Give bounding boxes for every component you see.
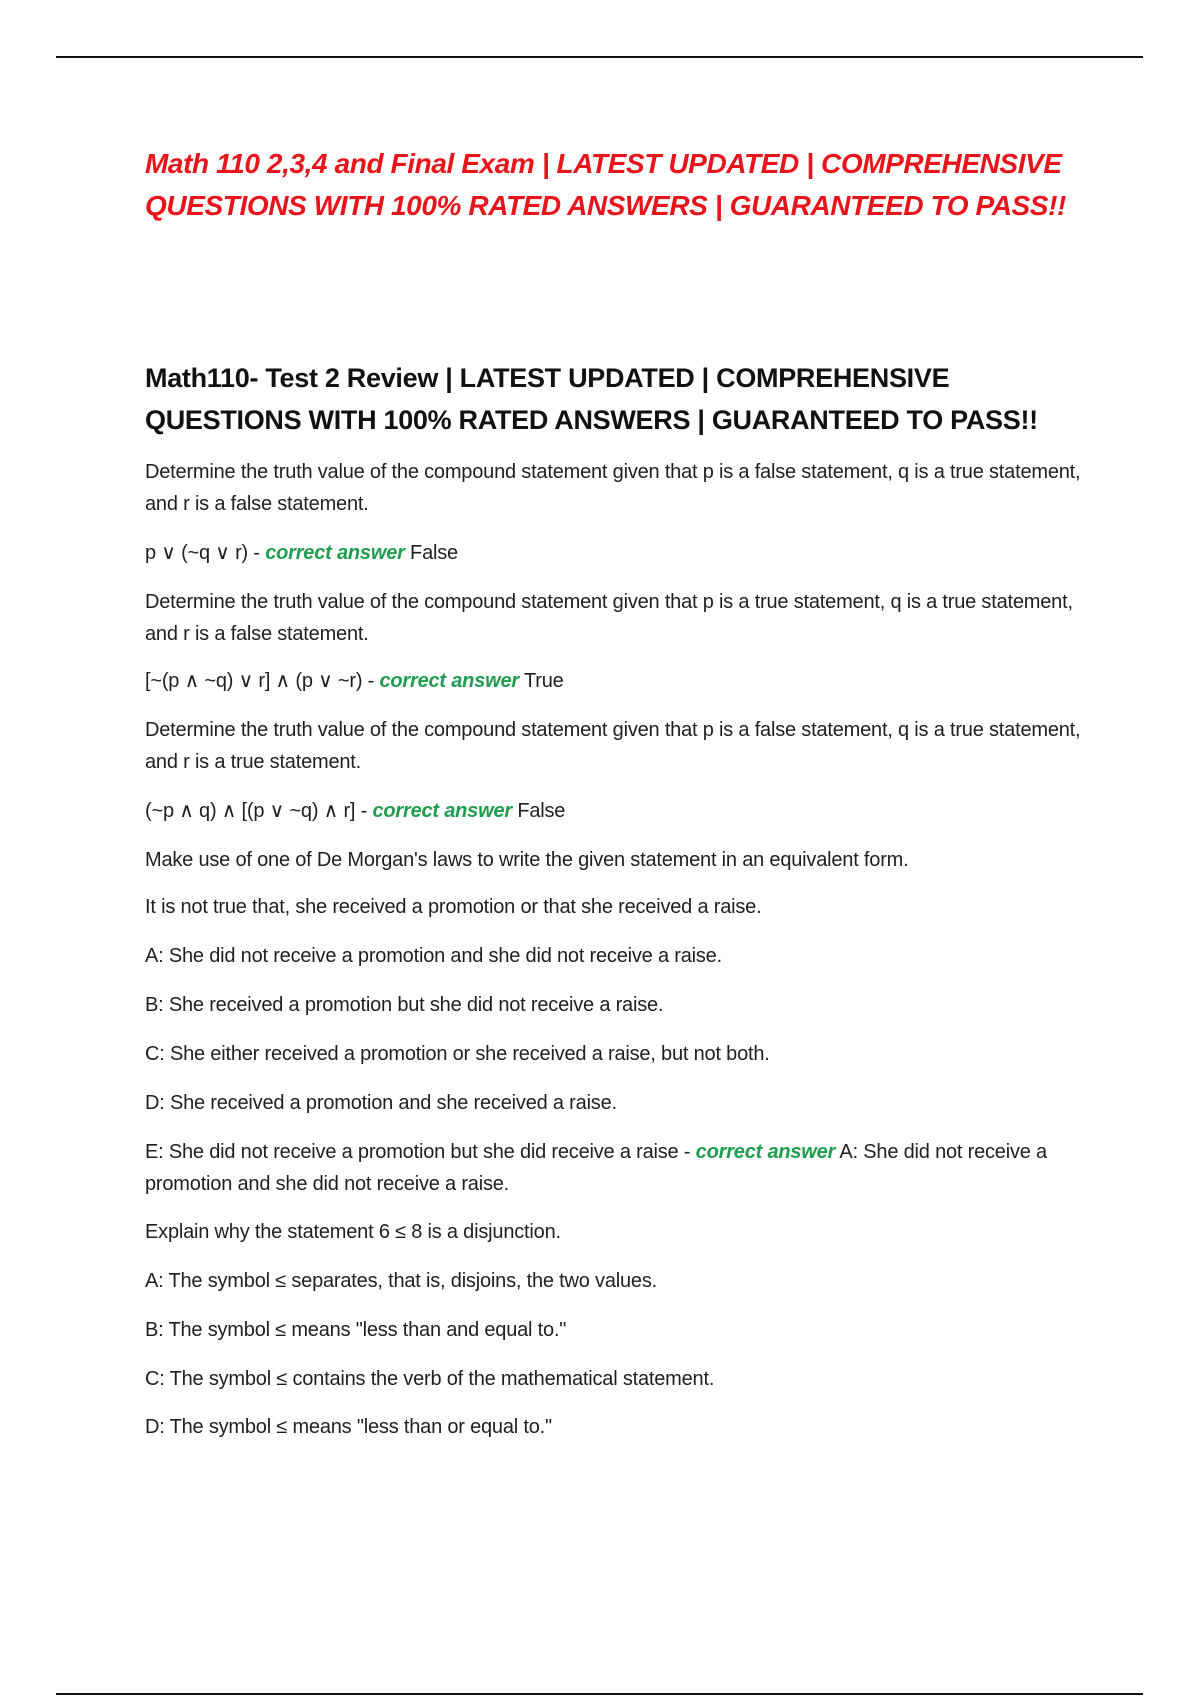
question-3-prompt: Determine the truth value of the compound statement given that p is a false statement, q is a true statement, and r is a true statement.	[145, 719, 1081, 773]
question-5-option-a: A: The symbol ≤ separates, that is, disjoins, the two values.	[145, 1270, 657, 1292]
correct-answer-label: correct answer	[695, 1141, 836, 1163]
question-4-statement: It is not true that, she received a promotion or that she received a raise.	[145, 896, 762, 918]
question-5-option-d: D: The symbol ≤ means "less than or equal to."	[145, 1416, 552, 1438]
bottom-rule	[56, 1693, 1143, 1695]
question-5-option-c: C: The symbol ≤ contains the verb of the mathematical statement.	[145, 1368, 715, 1390]
question-2-answer: True	[518, 670, 564, 692]
question-4-option-d: D: She received a promotion and she received a raise.	[145, 1092, 617, 1114]
question-3-answer: False	[511, 800, 566, 822]
dash-separator: -	[678, 1141, 696, 1163]
question-4-option-e-answer	[145, 1136, 1095, 1200]
correct-answer-label: correct answer	[379, 670, 519, 692]
document-title	[145, 143, 1095, 227]
question-1-expression: p ∨ (~q ∨ r)	[145, 542, 249, 564]
question-4-option-c: C: She either received a promotion or she received a raise, but not both.	[145, 1043, 770, 1065]
question-5-option-b: B: The symbol ≤ means "less than and equal to."	[145, 1319, 567, 1341]
question-1-answer-line	[145, 537, 1095, 569]
dash-separator: -	[355, 800, 373, 822]
question-2-prompt: Determine the truth value of the compound statement given that p is a true statement, q is a true statement, and r is a false statement.	[145, 591, 1073, 645]
section-title-line-1: Math110- Test 2 Review | LATEST UPDATED | COMPREHENSIVE	[145, 363, 950, 393]
correct-answer-label: correct answer	[372, 800, 512, 822]
question-4-option-b: B: She received a promotion but she did not receive a raise.	[145, 994, 664, 1016]
section-title-line-2: QUESTIONS WITH 100% RATED ANSWERS | GUARANTEED TO PASS!!	[145, 405, 1038, 435]
document-body	[145, 143, 1095, 1443]
question-4-answer: A: She did not receive a promotion and she did not receive a raise.	[145, 1141, 1047, 1195]
question-1-answer: False	[404, 542, 458, 564]
section-title	[145, 357, 1095, 441]
question-4-prompt: Make use of one of De Morgan's laws to write the given statement in an equivalent form.	[145, 849, 909, 871]
dash-separator: -	[248, 542, 266, 564]
question-5-prompt: Explain why the statement 6 ≤ 8 is a disjunction.	[145, 1221, 561, 1243]
document-title-line-2: QUESTIONS WITH 100% RATED ANSWERS | GUARANTEED TO PASS!!	[145, 190, 1066, 221]
question-2-expression: [~(p ∧ ~q) ∨ r] ∧ (p ∨ ~r)	[145, 670, 363, 692]
question-4-option-e: E: She did not receive a promotion but she did receive a raise	[145, 1141, 679, 1163]
question-3-answer-line	[145, 795, 1095, 827]
document-title-line-1: Math 110 2,3,4 and Final Exam | LATEST UPDATED | COMPREHENSIVE	[145, 148, 1062, 179]
question-4-option-a: A: She did not receive a promotion and she did not receive a raise.	[145, 945, 722, 967]
correct-answer-label: correct answer	[265, 542, 405, 564]
top-rule	[56, 56, 1143, 58]
question-2-answer-line	[145, 665, 1095, 697]
question-3-expression: (~p ∧ q) ∧ [(p ∨ ~q) ∧ r]	[145, 800, 356, 822]
question-1-prompt: Determine the truth value of the compound statement given that p is a false statement, q is a true statement, and r is a false statement.	[145, 461, 1081, 515]
dash-separator: -	[362, 670, 380, 692]
